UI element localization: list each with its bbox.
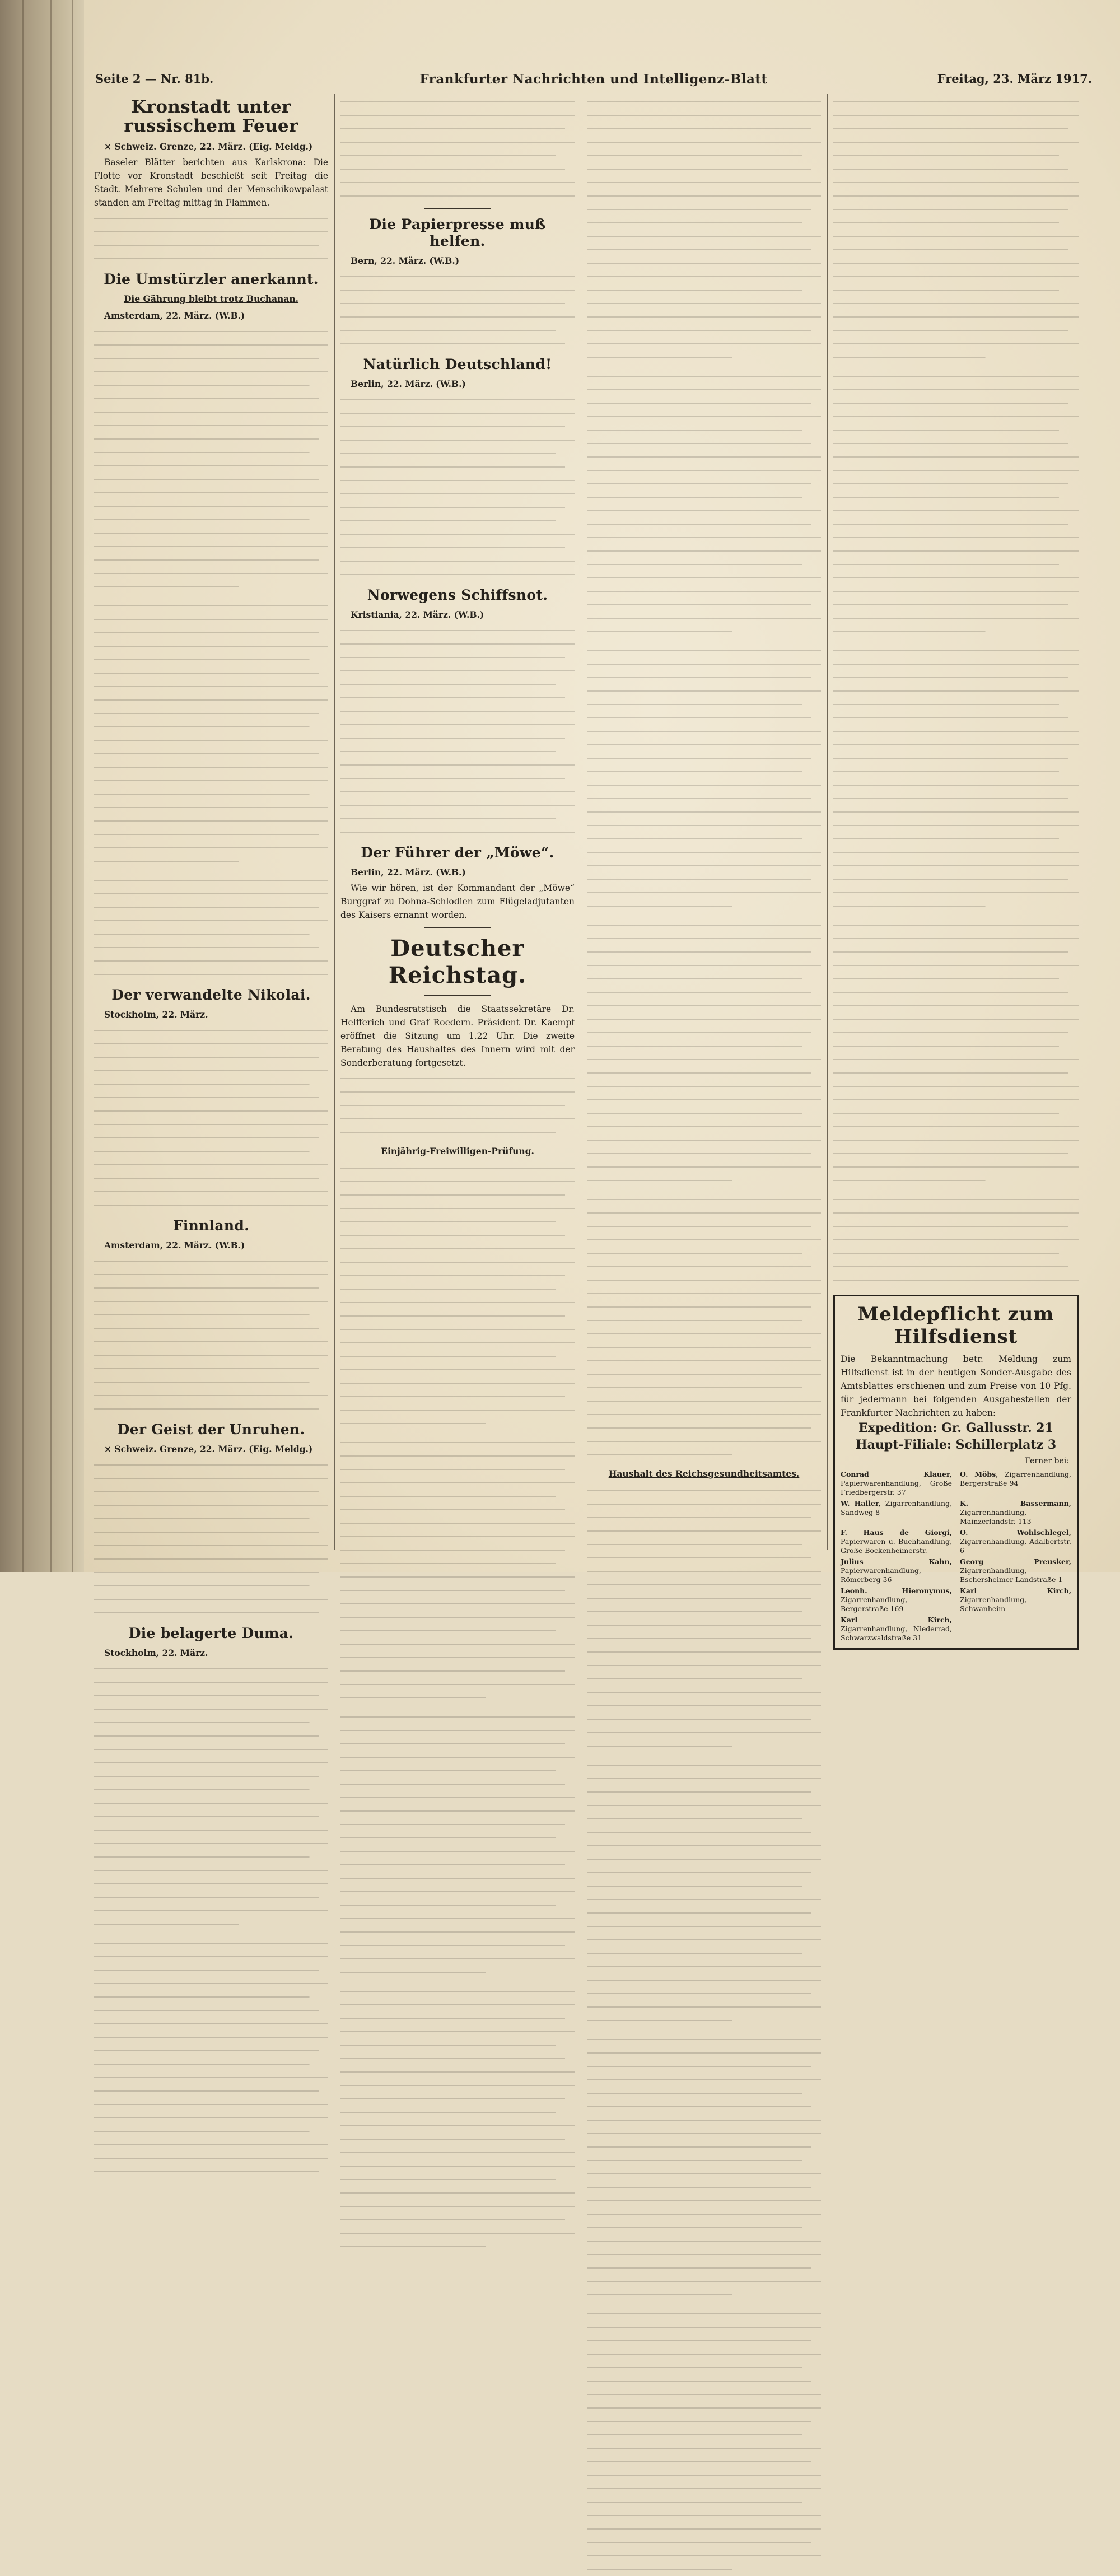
subheadline: Haushalt des Reichsgesundheitsamtes. [608, 1468, 800, 1479]
headline-duma: Die belagerte Duma. [128, 1625, 294, 1641]
illegible-text-placeholder [94, 1458, 328, 1620]
subheadline: Einjährig-Freiwilligen-Prüfung. [381, 1146, 534, 1156]
column-3 [587, 94, 821, 1550]
headline-nikolai: Der verwandelte Nikolai. [111, 987, 311, 1003]
agent-name: Georg Preusker, [960, 1557, 1071, 1566]
agent-address: Zigarrenhandlung, Niederrad, Schwarzwaldstraße 31 [841, 1625, 952, 1642]
headline-unruhen: Der Geist der Unruhen. [117, 1421, 305, 1438]
agent-entry [841, 1499, 952, 1526]
agent-name: Leonh. Hieronymus, [841, 1586, 952, 1595]
agent-address: Zigarrenhandlung, Adalbertstr. 6 [960, 1537, 1071, 1555]
agent-entry [960, 1499, 1071, 1526]
agent-name: O. Wohlschlegel, [960, 1528, 1071, 1537]
dateline: Kristiania, 22. März. (W.B.) [351, 609, 484, 620]
illegible-text-placeholder [587, 1758, 821, 2027]
page-number: Seite 2 — Nr. 81b. [95, 72, 214, 86]
agent-address: Papierwarenhandlung, Römerberg 36 [841, 1566, 921, 1584]
headline-papierpresse: Die Papierpresse muß helfen. [369, 216, 546, 249]
illegible-text-placeholder [340, 1985, 575, 2253]
headline-kronstadt: Kronstadt unter russischem Feuer [124, 97, 298, 136]
agent-entry [960, 1470, 1071, 1497]
dateline: Stockholm, 22. März. [104, 1009, 208, 1020]
agent-entry [841, 1528, 952, 1555]
notice-title: Meldepflicht zum Hilfsdienst [857, 1303, 1054, 1348]
headline-moewe: Der Führer der „Möwe“. [361, 844, 554, 861]
column-4 [833, 94, 1079, 1642]
ferner-bei-label: Ferner bei: [1025, 1457, 1069, 1466]
headline-finnland: Finnland. [172, 1217, 250, 1234]
illegible-text-placeholder [833, 644, 1079, 913]
agent-name: O. Möbs, [960, 1470, 998, 1478]
expedition-address: Expedition: Gr. Gallusstr. 21 [858, 1421, 1053, 1435]
agent-name: F. Haus de Giorgi, [841, 1528, 952, 1537]
agent-entry [841, 1586, 952, 1613]
dateline: Berlin, 22. März. (W.B.) [351, 379, 466, 389]
illegible-text-placeholder [587, 2307, 821, 2576]
illegible-text-placeholder [587, 370, 821, 638]
dateline: Bern, 22. März. (W.B.) [351, 255, 460, 266]
book-binding [0, 0, 84, 1572]
illegible-text-placeholder [587, 1484, 821, 1753]
illegible-text-placeholder [94, 1936, 328, 2178]
headline-reichstag: Deutscher Reichstag. [388, 935, 527, 988]
illegible-text-placeholder [94, 1024, 328, 1212]
article-text: Am Bundesratstisch die Staatssekretäre Dr. Helfferich und Graf Roedern. Präsident Dr. Kaempf eröffnet die Sitzung um 1.22 Uhr. Die zweite Beratung des Haushaltes des Innern wird mit der Sonderberatung fortgesetzt. [340, 1004, 575, 1068]
illegible-text-placeholder [94, 212, 328, 265]
illegible-text-placeholder [94, 599, 328, 868]
newspaper-page [84, 0, 1120, 1658]
illegible-text-placeholder [94, 874, 328, 981]
headline-umstuerzler: Die Umstürzler anerkannt. [104, 271, 319, 287]
agent-name: Julius Kahn, [841, 1557, 952, 1566]
agent-entry [841, 1557, 952, 1584]
illegible-text-placeholder [340, 1436, 575, 1705]
masthead [95, 66, 1092, 91]
dateline: Stockholm, 22. März. [104, 1648, 208, 1658]
dateline: × Schweiz. Grenze, 22. März. (Eig. Meldg.) [104, 1444, 313, 1454]
agent-name: Karl Kirch, [960, 1586, 1071, 1595]
illegible-text-placeholder [833, 95, 1079, 364]
binding-edge [50, 0, 52, 1572]
agent-address: Zigarrenhandlung, Schwanheim [960, 1595, 1027, 1613]
illegible-text-placeholder [587, 1193, 821, 1462]
dateline: Amsterdam, 22. März. (W.B.) [104, 310, 245, 321]
illegible-text-placeholder [94, 1662, 328, 1931]
agent-address: Zigarrenhandlung, Eschersheimer Landstraße 1 [960, 1566, 1063, 1584]
agent-entry [841, 1616, 952, 1642]
subheadline: Die Gährung bleibt trotz Buchanan. [123, 293, 299, 304]
illegible-text-placeholder [587, 918, 821, 1187]
agent-name: Karl Kirch, [841, 1616, 952, 1624]
agent-name: Conrad Klauer, [841, 1470, 952, 1478]
illegible-text-placeholder [94, 1254, 328, 1416]
dateline: Berlin, 22. März. (W.B.) [351, 867, 466, 878]
column-rule [827, 94, 828, 1550]
column-rule [334, 94, 335, 1550]
hauptfiliale-address: Haupt-Filiale: Schillerplatz 3 [855, 1438, 1057, 1452]
dateline: × Schweiz. Grenze, 22. März. (Eig. Meldg.) [104, 141, 313, 152]
column-2 [340, 94, 575, 1550]
illegible-text-placeholder [587, 2033, 821, 2302]
agent-address: Zigarrenhandlung, Bergerstraße 94 [960, 1470, 1071, 1487]
agent-list [841, 1470, 1071, 1642]
hilfsdienst-notice [833, 1295, 1079, 1650]
illegible-text-placeholder [94, 325, 328, 594]
illegible-text-placeholder [833, 1193, 1079, 1287]
illegible-text-placeholder [340, 1710, 575, 1979]
agent-name: K. Bassermann, [960, 1499, 1071, 1508]
agent-address: Zigarrenhandlung, Mainzerlandstr. 113 [960, 1508, 1032, 1525]
article-separator [424, 927, 491, 928]
illegible-text-placeholder [833, 918, 1079, 1187]
illegible-text-placeholder [587, 95, 821, 364]
illegible-text-placeholder [340, 1161, 575, 1430]
agent-entry [841, 1470, 952, 1497]
illegible-text-placeholder [340, 270, 575, 351]
issue-date: Freitag, 23. März 1917. [937, 72, 1092, 86]
binding-edge [72, 0, 73, 1572]
illegible-text-placeholder [340, 95, 575, 203]
agent-entry [960, 1528, 1071, 1555]
illegible-text-placeholder [340, 393, 575, 581]
column-1 [94, 94, 328, 1658]
illegible-text-placeholder [340, 624, 575, 839]
agent-entry [960, 1557, 1071, 1584]
illegible-text-placeholder [587, 644, 821, 913]
article-separator [424, 208, 491, 209]
agent-address: Papierwarenhandlung, Große Friedbergerstr. 37 [841, 1479, 952, 1496]
agent-name: W. Haller, [841, 1499, 881, 1508]
illegible-text-placeholder [833, 370, 1079, 638]
agent-address: Papierwaren u. Buchhandlung, Große Bockenheimerstr. [841, 1537, 952, 1555]
agent-address: Zigarrenhandlung, Bergerstraße 169 [841, 1595, 908, 1613]
binding-edge [22, 0, 24, 1572]
illegible-text-placeholder [340, 1072, 575, 1139]
headline-deutschland: Natürlich Deutschland! [363, 356, 552, 372]
agent-entry [960, 1586, 1071, 1613]
article-text: Wie wir hören, ist der Kommandant der „Möwe“ Burggraf zu Dohna-Schlodien zum Flügeladjutanten des Kaisers ernannt worden. [340, 883, 575, 920]
notice-text: Die Bekanntmachung betr. Meldung zum Hilfsdienst ist in der heutigen Sonder-Ausgabe des Amtsblattes erschienen und zum Preise von 10 Pfg. für jedermann bei folgenden Ausgabestellen der Frankfurter Nachrichten zu haben: [841, 1354, 1071, 1418]
newspaper-title: Frankfurter Nachrichten und Intelligenz-Blatt [419, 72, 768, 87]
headline-norwegen: Norwegens Schiffsnot. [367, 587, 548, 603]
article-separator [424, 995, 491, 996]
dateline: Amsterdam, 22. März. (W.B.) [104, 1240, 245, 1250]
agent-address: Zigarrenhandlung, Sandweg 8 [841, 1499, 952, 1516]
article-text: Baseler Blätter berichten aus Karlskrona: Die Flotte vor Kronstadt beschießt seit Freitag die Stadt. Mehrere Schulen und der Menschikowpalast standen am Freitag mittag in Flammen. [94, 157, 328, 208]
